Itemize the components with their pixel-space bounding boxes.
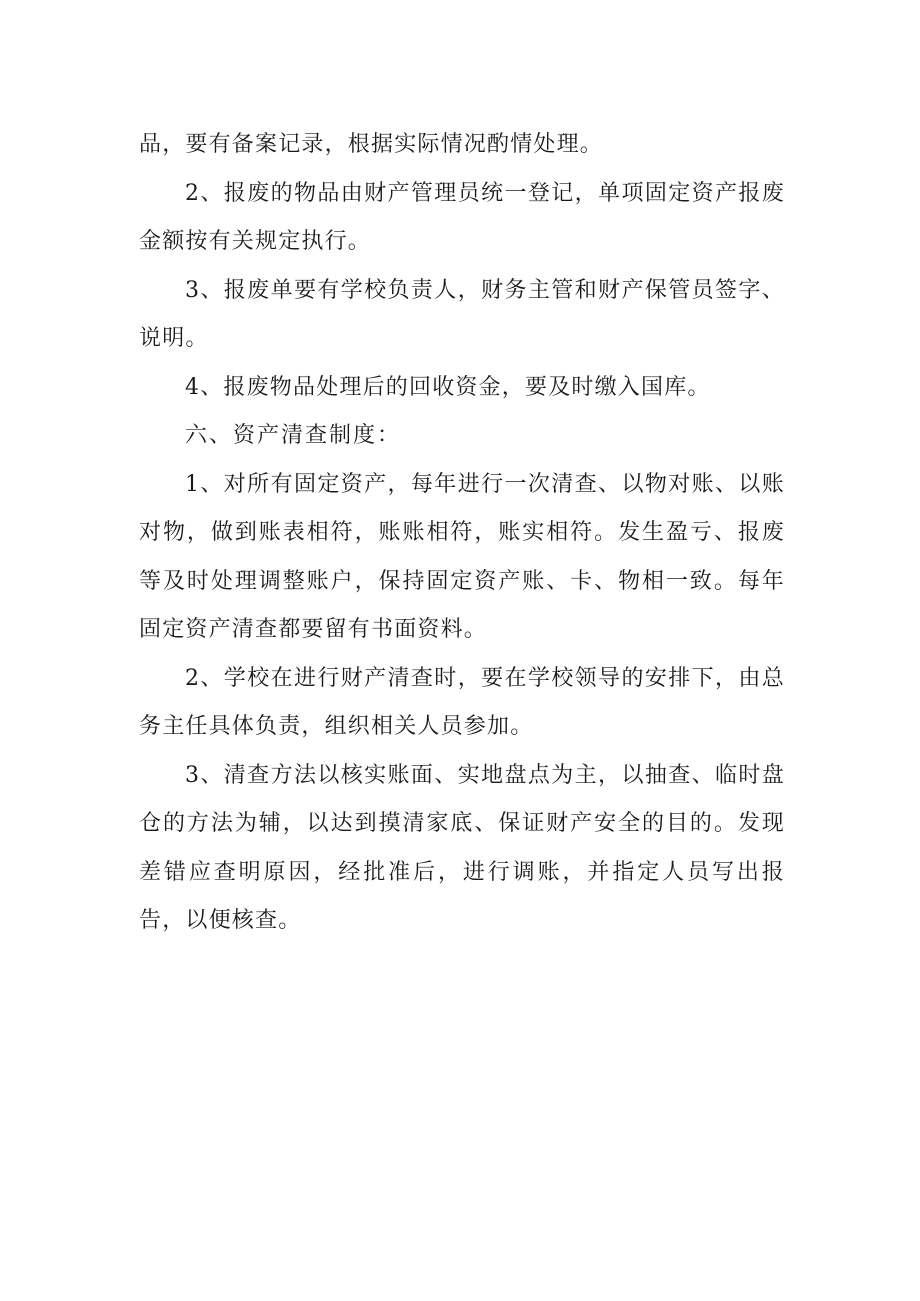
paragraph-recovered-funds: 4、报废物品处理后的回收资金，要及时缴入国库。 [185,374,711,400]
paragraph-inventory-organization: 2、学校在进行财产清查时，要在学校领导的安排下，由总务主任具体负责，组织相关人员参加。 [139,665,785,739]
paragraph-annual-inventory: 1、对所有固定资产，每年进行一次清查、以物对账、以账对物，做到账表相符，账账相符，账实相符。发生盈亏、报废等及时处理调整账户，保持固定资产账、卡、物相一致。每年固定资产清查都要留有书面资料。 [139,471,785,642]
paragraph-continuation: 品，要有备案记录，根据实际情况酌情处理。 [139,132,604,157]
section-heading-asset-inventory: 六、资产清查制度： [185,423,402,448]
paragraph-inventory-method: 3、清查方法以核实账面、实地盘点为主，以抽查、临时盘仓的方法为辅，以达到摸清家底、保证财产安全的目的。发现差错应查明原因，经批准后，进行调账，并指定人员写出报告，以便核查。 [139,762,785,933]
document-body [139,121,785,946]
paragraph-scrap-registration: 2、报废的物品由财产管理员统一登记，单项固定资产报废金额按有关规定执行。 [139,180,785,254]
paragraph-scrap-form-signature: 3、报废单要有学校负责人，财务主管和财产保管员签字、说明。 [139,277,785,351]
